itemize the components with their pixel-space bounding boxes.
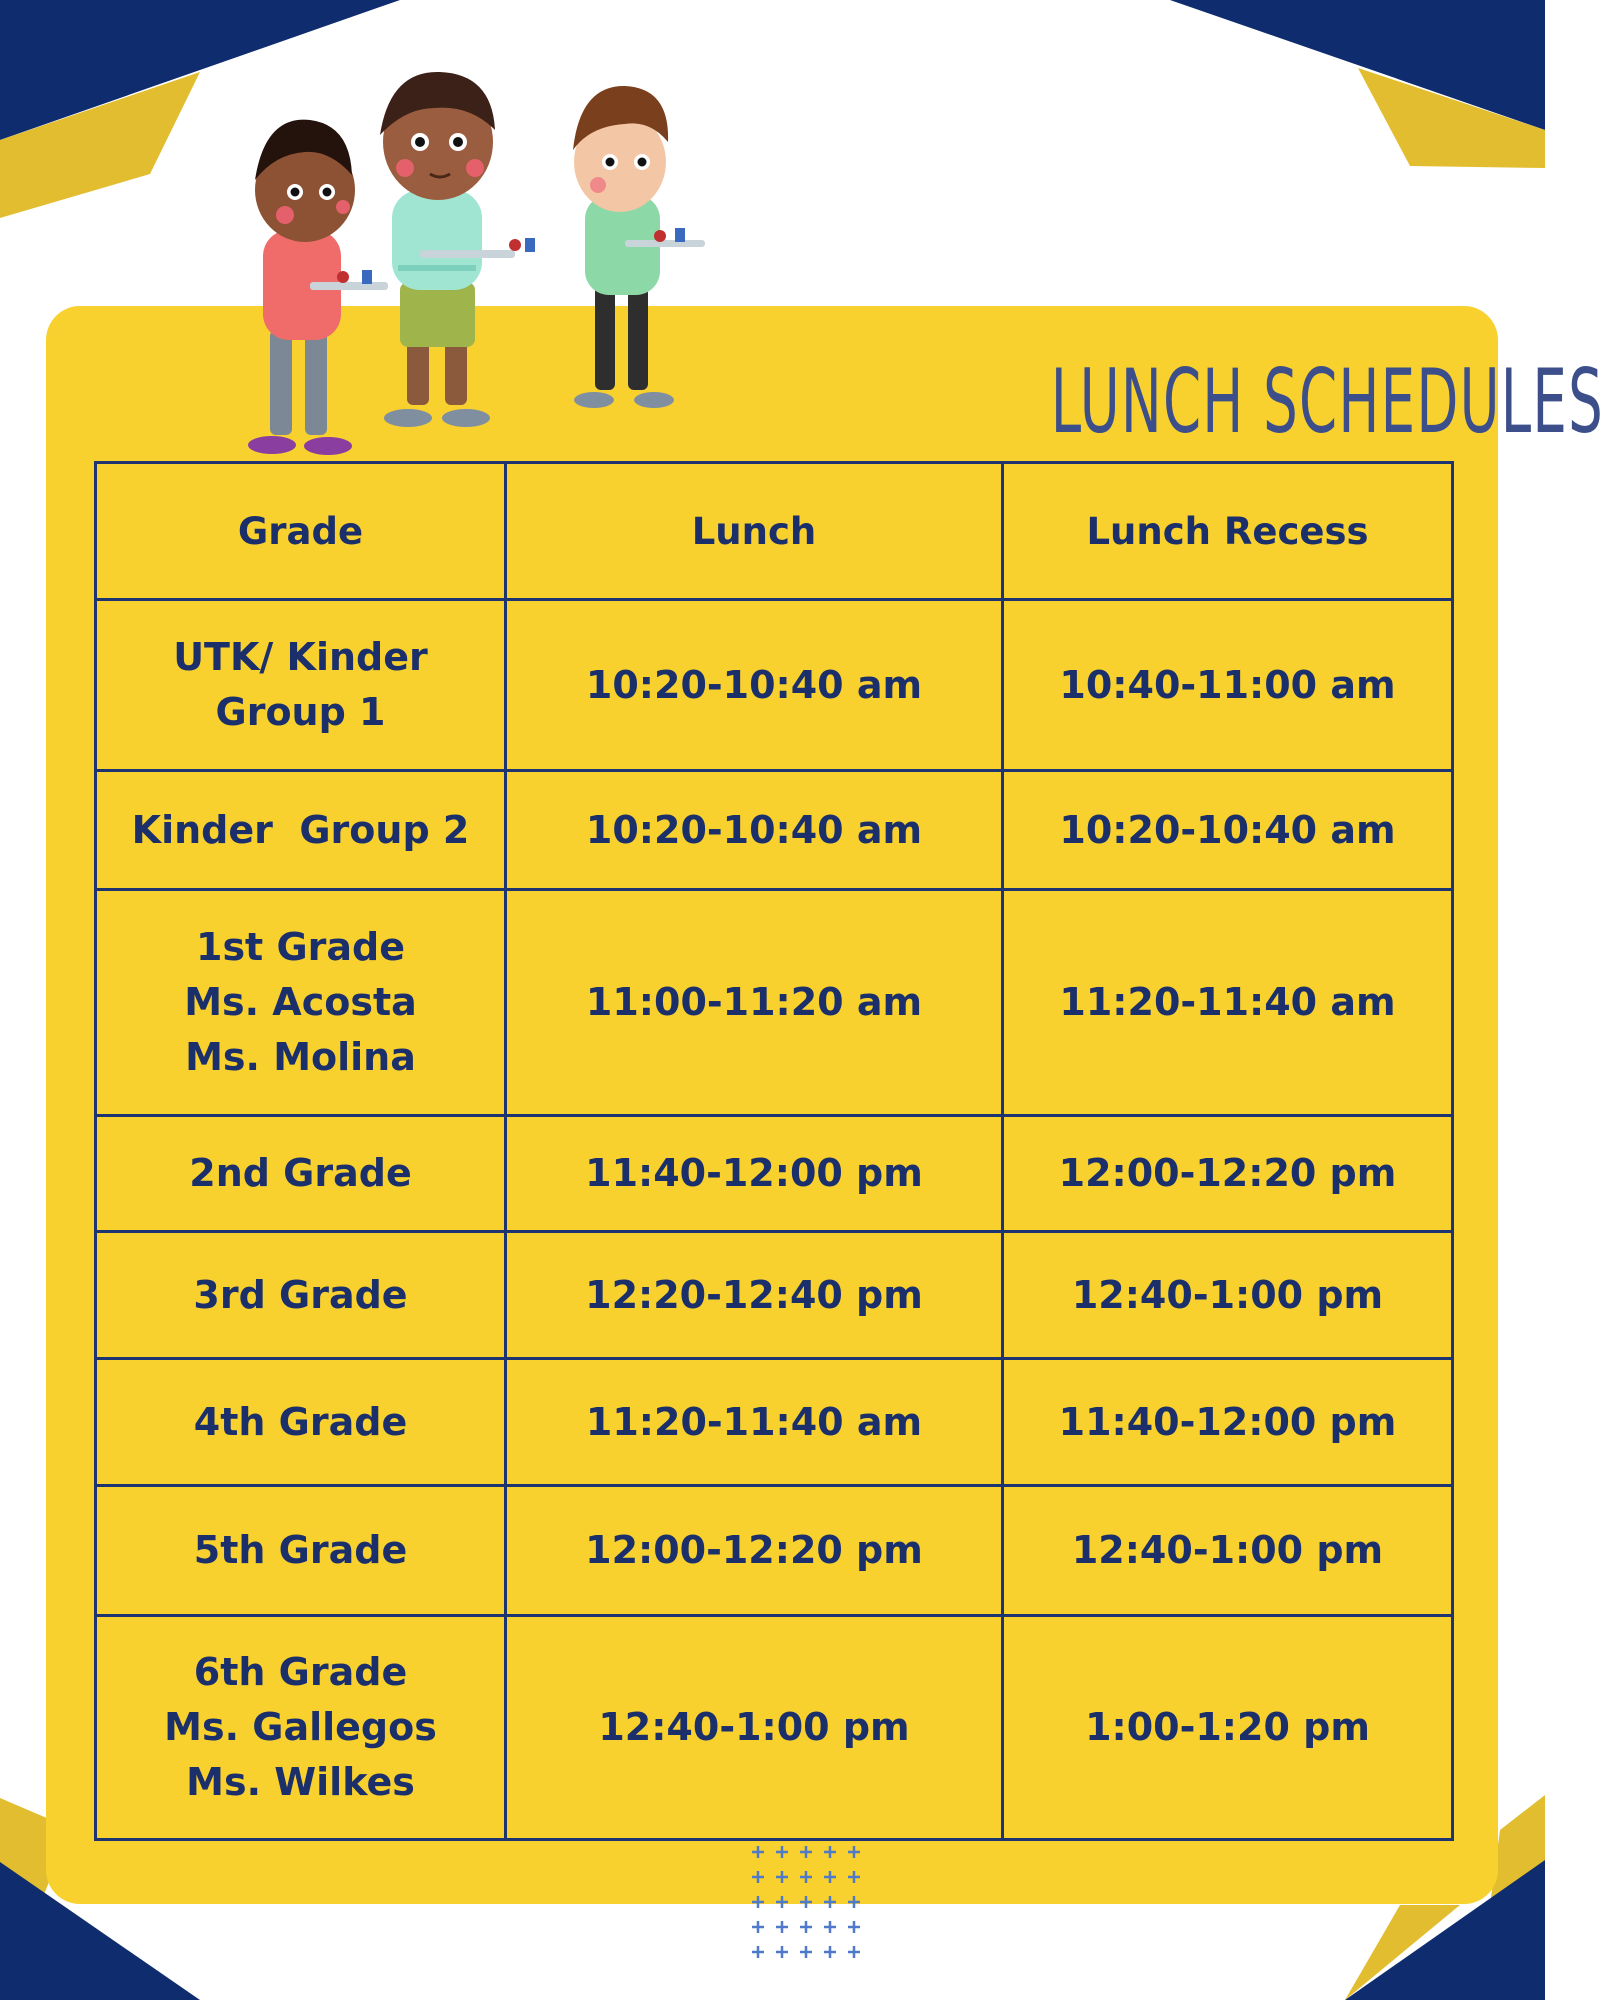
grade-line: UTK/ Kinder — [173, 635, 428, 679]
table-header-row — [96, 463, 1453, 600]
grade-cell — [96, 1232, 506, 1359]
table-row — [96, 1232, 1453, 1359]
lunch-time-cell: 11:00-11:20 am — [506, 890, 1003, 1116]
grade-cell — [96, 1116, 506, 1232]
lunch-time-cell: 11:40-12:00 pm — [506, 1116, 1003, 1232]
lunch-time-cell: 12:20-12:40 pm — [506, 1232, 1003, 1359]
grade-line: 5th Grade — [193, 1528, 408, 1572]
header-grade: Grade — [96, 463, 506, 600]
recess-time-cell: 12:40-1:00 pm — [1003, 1232, 1453, 1359]
grade-cell — [96, 1359, 506, 1486]
lunch-schedule-table — [94, 461, 1454, 1841]
grade-line: 6th Grade — [193, 1650, 408, 1694]
kid-left — [248, 120, 388, 455]
plus-pattern-decoration — [748, 1840, 868, 1970]
grade-cell — [96, 600, 506, 771]
lunch-time-cell: 12:00-12:20 pm — [506, 1486, 1003, 1616]
recess-time-cell: 11:40-12:00 pm — [1003, 1359, 1453, 1486]
grade-line: 3rd Grade — [193, 1272, 408, 1317]
table-row — [96, 890, 1453, 1116]
table-row — [96, 1359, 1453, 1486]
kids-with-lunch-trays-illustration — [230, 50, 710, 465]
kid-middle — [380, 72, 535, 427]
table-row — [96, 771, 1453, 890]
lunch-time-cell: 12:40-1:00 pm — [506, 1616, 1003, 1840]
header-lunch: Lunch — [506, 463, 1003, 600]
grade-line: 1st Grade — [196, 925, 405, 969]
grade-cell — [96, 771, 506, 890]
recess-time-cell: 10:40-11:00 am — [1003, 600, 1453, 771]
table-row — [96, 1486, 1453, 1616]
recess-time-cell: 10:20-10:40 am — [1003, 771, 1453, 890]
page-title: LUNCH SCHEDULES — [1050, 350, 1604, 453]
recess-time-cell: 11:20-11:40 am — [1003, 890, 1453, 1116]
table-row — [96, 1116, 1453, 1232]
lunch-time-cell: 11:20-11:40 am — [506, 1359, 1003, 1486]
grade-cell — [96, 1616, 506, 1840]
kid-right — [573, 86, 705, 408]
recess-time-cell: 1:00-1:20 pm — [1003, 1616, 1453, 1840]
lunch-time-cell: 10:20-10:40 am — [506, 771, 1003, 890]
grade-line: 2nd Grade — [189, 1151, 412, 1195]
grade-line: Ms. Wilkes — [186, 1760, 415, 1804]
grade-line: 4th Grade — [193, 1399, 408, 1444]
grade-line: Ms. Acosta — [184, 980, 417, 1024]
grade-line: Ms. Gallegos — [164, 1705, 437, 1749]
grade-cell — [96, 1486, 506, 1616]
table-row — [96, 1616, 1453, 1840]
lunch-time-cell: 10:20-10:40 am — [506, 600, 1003, 771]
table-row — [96, 600, 1453, 771]
grade-line: Kinder Group 2 — [131, 807, 470, 852]
grade-line: Ms. Molina — [185, 1035, 416, 1079]
recess-time-cell: 12:40-1:00 pm — [1003, 1486, 1453, 1616]
header-lunch-recess: Lunch Recess — [1003, 463, 1453, 600]
recess-time-cell: 12:00-12:20 pm — [1003, 1116, 1453, 1232]
grade-cell — [96, 890, 506, 1116]
grade-line: Group 1 — [215, 690, 386, 734]
